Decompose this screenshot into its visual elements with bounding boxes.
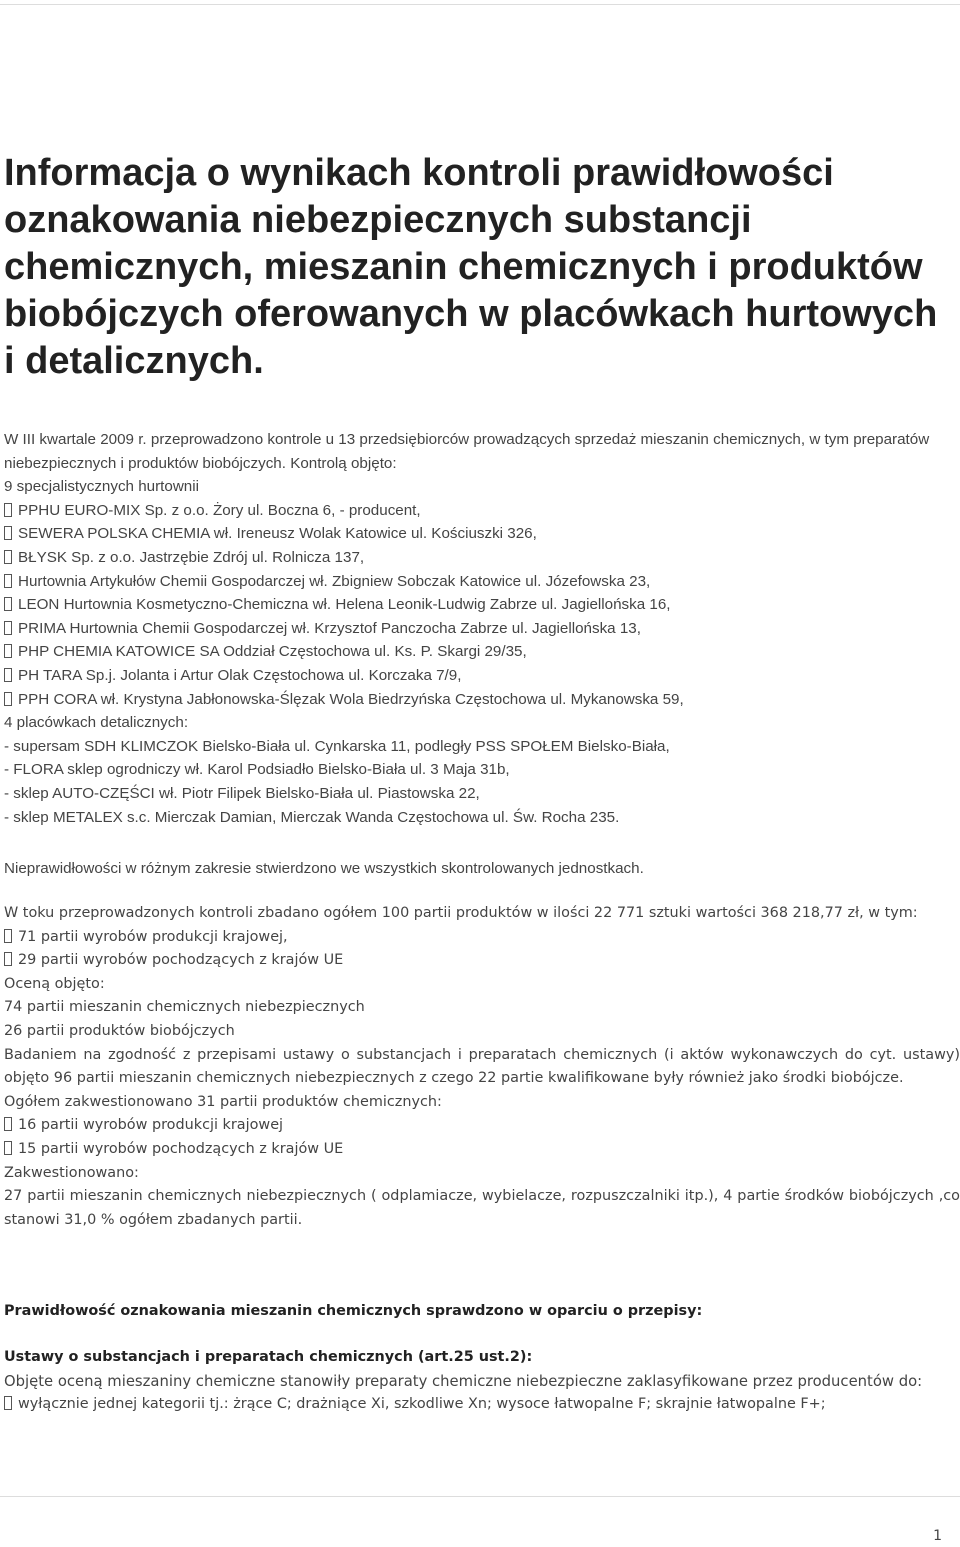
wholesaler-item: [4, 546, 960, 570]
scope-section: [4, 902, 960, 1232]
wholesaler-item-text: Hurtownia Artykułów Chemii Gospodarczej wł. Zbigniew Sobczak Katowice ul. Józefowska 23,: [18, 572, 651, 590]
questioned-origin-list: [4, 1114, 960, 1161]
irregularities-text: Nieprawidłowości w różnym zakresie stwierdzono we wszystkich skontrolowanych jednostkach.: [4, 860, 644, 877]
bullet-box-icon: [4, 1117, 12, 1131]
retailer-item: [4, 735, 960, 759]
bullet-box-icon: [4, 692, 12, 706]
retailer-item: [4, 806, 960, 830]
wholesaler-item: [4, 570, 960, 594]
questioned-heading: Zakwestionowano:: [4, 1164, 139, 1181]
bullet-box-icon: [4, 526, 12, 540]
wholesaler-item: [4, 617, 960, 641]
bullet-box-icon: [4, 952, 12, 966]
irregularities-paragraph: [4, 857, 960, 881]
wholesaler-item-text: PHP CHEMIA KATOWICE SA Oddział Częstochowa ul. Ks. P. Skargi 29/35,: [18, 643, 527, 661]
bullet-box-icon: [4, 1396, 12, 1410]
retailer-item: [4, 758, 960, 782]
wholesaler-item-text: PH TARA Sp.j. Jolanta i Artur Olak Częstochowa ul. Korczaka 7/9,: [18, 666, 462, 684]
wholesalers-list: [4, 499, 960, 711]
retailer-item-text: - sklep METALEX s.c. Mierczak Damian, Mierczak Wanda Częstochowa ul. Św. Rocha 235.: [4, 808, 620, 826]
bullet-box-icon: [4, 550, 12, 564]
origin-item: [4, 949, 960, 973]
retailer-item-text: - sklep AUTO-CZĘŚCI wł. Piotr Filipek Bielsko-Biała ul. Piastowska 22,: [4, 784, 480, 802]
top-rule: [0, 4, 960, 5]
act-item: [4, 1393, 960, 1417]
bullet-box-icon: [4, 1141, 12, 1155]
origin-item: [4, 926, 960, 950]
intro-sentence: W III kwartale 2009 r. przeprowadzono kontrole u 13 przedsiębiorców prowadzących sprzedaż mieszanin chemicznych, w tym preparatów niebezpiecznych i produktów biobójczych. Kontrolą objęto:: [4, 431, 930, 472]
assessed-heading: Oceną objęto:: [4, 975, 105, 992]
wholesaler-item: [4, 522, 960, 546]
bottom-rule: [0, 1496, 960, 1497]
wholesaler-item-text: PRIMA Hurtownia Chemii Gospodarczej wł. Krzysztof Panczocha Zabrze ul. Jagiellońska 13,: [18, 619, 641, 637]
bullet-box-icon: [4, 929, 12, 943]
regulations-paragraph: [4, 1300, 960, 1324]
wholesaler-item: [4, 640, 960, 664]
intro-section: [4, 428, 960, 829]
questioned-origin-item: [4, 1138, 960, 1162]
page-title: Informacja o wynikach kontroli prawidłowości oznakowania niebezpiecznych substancji chemicznych, mieszanin chemicznych i produktów biobójczych oferowanych w placówkach hurtowych i detalicznych.: [4, 152, 938, 382]
questioned-total: Ogółem zakwestionowano 31 partii produktów chemicznych:: [4, 1093, 442, 1110]
assessed-item: 26 partii produktów biobójczych: [4, 1022, 235, 1039]
assessed-item: 74 partii mieszanin chemicznych niebezpiecznych: [4, 999, 365, 1016]
wholesaler-item-text: LEON Hurtownia Kosmetyczno-Chemiczna wł. Helena Leonik-Ludwig Zabrze ul. Jagiellońska 16,: [18, 596, 671, 614]
questioned-origin-item-text: 15 partii wyrobów pochodzących z krajów UE: [18, 1140, 344, 1157]
wholesaler-item-text: PPH CORA wł. Krystyna Jabłonowska-Ślęzak Wola Biedrzyńska Częstochowa ul. Mykanowska 59,: [18, 690, 684, 708]
questioned-origin-item: [4, 1114, 960, 1138]
wholesaler-item: [4, 688, 960, 712]
wholesaler-item-text: BŁYSK Sp. z o.o. Jastrzębie Zdrój ul. Rolnicza 137,: [18, 548, 365, 566]
retailers-list: [4, 735, 960, 829]
retail-heading: 4 placówkach detalicznych:: [4, 714, 189, 732]
origin-list: [4, 926, 960, 973]
act-item-text: wyłącznie jednej kategorii tj.: żrące C; drażniące Xi, szkodliwe Xn; wysoce łatwopalne F; skrajnie łatwopalne F+;: [18, 1396, 826, 1413]
wholesaler-item: [4, 664, 960, 688]
compliance-text: Badaniem na zgodność z przepisami ustawy o substancjach i preparatach chemicznych (i aktów wykonawczych do cyt. ustawy) objęto 96 partii mieszanin chemicznych niebezpiecznych z czego 22 partie kwalifikowane były również jako środki biobójcze.: [4, 1046, 960, 1087]
bullet-box-icon: [4, 574, 12, 588]
wholesale-heading: 9 specjalistycznych hurtownii: [4, 478, 199, 496]
regulations-heading: Prawidłowość oznakowania mieszanin chemicznych sprawdzono w oparciu o przepisy:: [4, 1303, 703, 1319]
bullet-box-icon: [4, 621, 12, 635]
wholesaler-item-text: PPHU EURO-MIX Sp. z o.o. Żory ul. Boczna 6, - producent,: [18, 501, 421, 519]
bullet-box-icon: [4, 644, 12, 658]
wholesaler-item: [4, 593, 960, 617]
questioned-origin-item-text: 16 partii wyrobów produkcji krajowej: [18, 1117, 284, 1134]
page-number: 1: [933, 1528, 942, 1544]
bullet-box-icon: [4, 668, 12, 682]
bullet-box-icon: [4, 597, 12, 611]
origin-item-text: 29 partii wyrobów pochodzących z krajów UE: [18, 952, 344, 969]
act-heading: Ustawy o substancjach i preparatach chemicznych (art.25 ust.2):: [4, 1349, 533, 1365]
act-text: Objęte oceną mieszaniny chemiczne stanowiły preparaty chemiczne niebezpieczne zaklasyfikowane przez producentów do:: [4, 1372, 923, 1390]
retailer-item: [4, 782, 960, 806]
scope-summary: W toku przeprowadzonych kontroli zbadano ogółem 100 partii produktów w ilości 22 771 sztuki wartości 368 218,77 zł, w tym:: [4, 905, 918, 921]
act-section: [4, 1346, 960, 1417]
questioned-text: 27 partii mieszanin chemicznych niebezpiecznych ( odplamiacze, wybielacze, rozpuszczalniki itp.), 4 partie środków biobójczych ,co stanowi 31,0 % ogółem zbadanych partii.: [4, 1188, 960, 1228]
retailer-item-text: - FLORA sklep ogrodniczy wł. Karol Podsiadło Bielsko-Biała ul. 3 Maja 31b,: [4, 761, 510, 779]
retailer-item-text: - supersam SDH KLIMCZOK Bielsko-Biała ul. Cynkarska 11, podległy PSS SPOŁEM Bielsko-Biała,: [4, 737, 670, 755]
origin-item-text: 71 partii wyrobów produkcji krajowej,: [18, 928, 288, 945]
wholesaler-item: [4, 499, 960, 523]
bullet-box-icon: [4, 503, 12, 517]
wholesaler-item-text: SEWERA POLSKA CHEMIA wł. Ireneusz Wolak Katowice ul. Kościuszki 326,: [18, 525, 537, 543]
